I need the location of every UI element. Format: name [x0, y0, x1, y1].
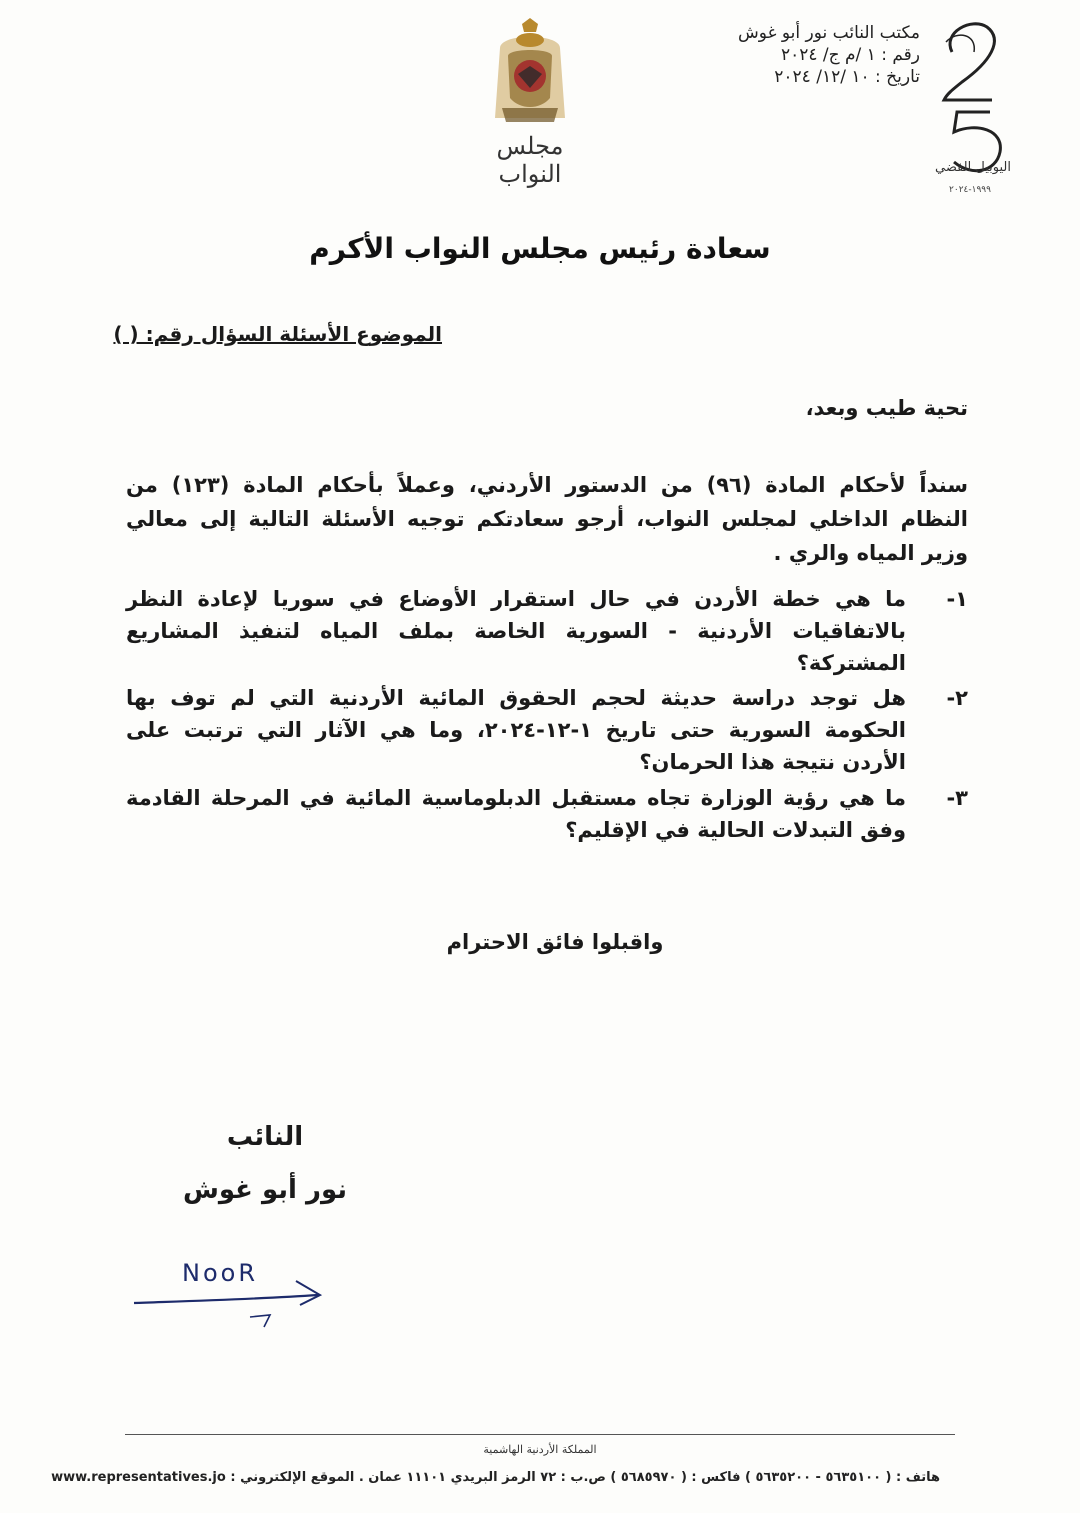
- signature-text: NooR: [182, 1259, 258, 1287]
- question-item: [126, 583, 968, 679]
- question-number: ١-: [946, 587, 968, 611]
- council-name: مجلس النواب: [496, 132, 564, 188]
- signatory-title: النائب: [226, 1122, 304, 1152]
- letter-date: تاريخ : ١٠ /١٢/ ٢٠٢٤: [774, 67, 920, 87]
- jubilee-years: ١٩٩٩-٢٠٢٤: [949, 185, 991, 195]
- website-link[interactable]: www.representatives.jo: [51, 1470, 226, 1485]
- signatory-name: نور أبو غوش: [182, 1175, 348, 1205]
- footer-contact: [51, 1470, 940, 1485]
- footer-divider: [125, 1434, 955, 1435]
- question-item: [126, 782, 968, 846]
- office-header: [620, 22, 920, 88]
- question-text: ما هي رؤية الوزارة تجاه مستقبل الدبلوماسية المائية في المرحلة القادمة وفق التبدلات الحالية في الإقليم؟: [126, 786, 906, 842]
- kingdom-name: المملكة الأردنية الهاشمية: [483, 1443, 597, 1456]
- jubilee-caption: اليوبيل الفضي: [935, 160, 1011, 175]
- question-number: ٣-: [946, 786, 968, 810]
- office-name: مكتب النائب نور أبو غوش: [738, 23, 920, 43]
- intro-paragraph: سنداً لأحكام المادة (٩٦) من الدستور الأردني، وعملاً بأحكام المادة (١٢٣) من النظام الداخلي لمجلس النواب، أرجو سعادتكم توجيه الأسئلة التالية إلى معالي وزير المياه والري .: [126, 473, 968, 565]
- question-number: ٢-: [946, 686, 968, 710]
- contact-details: هاتف : ( ٥٦٣٥١٠٠ - ٥٦٣٥٢٠٠ ) فاكس : ( ٥٦٨٥٩٧٠ ) ص.ب : ٧٢ الرمز البريدي ١١١٠١ عمان . الموقع الإلكتروني :: [230, 1470, 940, 1485]
- greeting: تحية طيب وبعد،: [805, 396, 968, 420]
- question-item: [126, 682, 968, 778]
- handwritten-signature: [130, 1255, 330, 1345]
- closing-line: واقبلوا فائق الاحترام: [446, 930, 664, 954]
- question-text: هل توجد دراسة حديثة لحجم الحقوق المائية الأردنية التي لم توف بها الحكومة السورية حتى تاريخ ١-١٢-٢٠٢٤، وما هي الآثار التي ترتبت على الأردن نتيجة هذا الحرمان؟: [126, 686, 906, 774]
- addressee: سعادة رئيس مجلس النواب الأكرم: [309, 232, 771, 265]
- reference-number: رقم : ١ /م ج/ ٢٠٢٤: [780, 45, 920, 65]
- question-text: ما هي خطة الأردن في حال استقرار الأوضاع في سوريا لإعادة النظر بالاتفاقيات الأردنية - السورية الخاصة بملف المياه لتنفيذ المشاريع المشتركة؟: [126, 587, 906, 675]
- subject-line: الموضوع الأسئلة السؤال رقم: ( ): [113, 322, 442, 346]
- coat-of-arms-icon: [480, 18, 580, 128]
